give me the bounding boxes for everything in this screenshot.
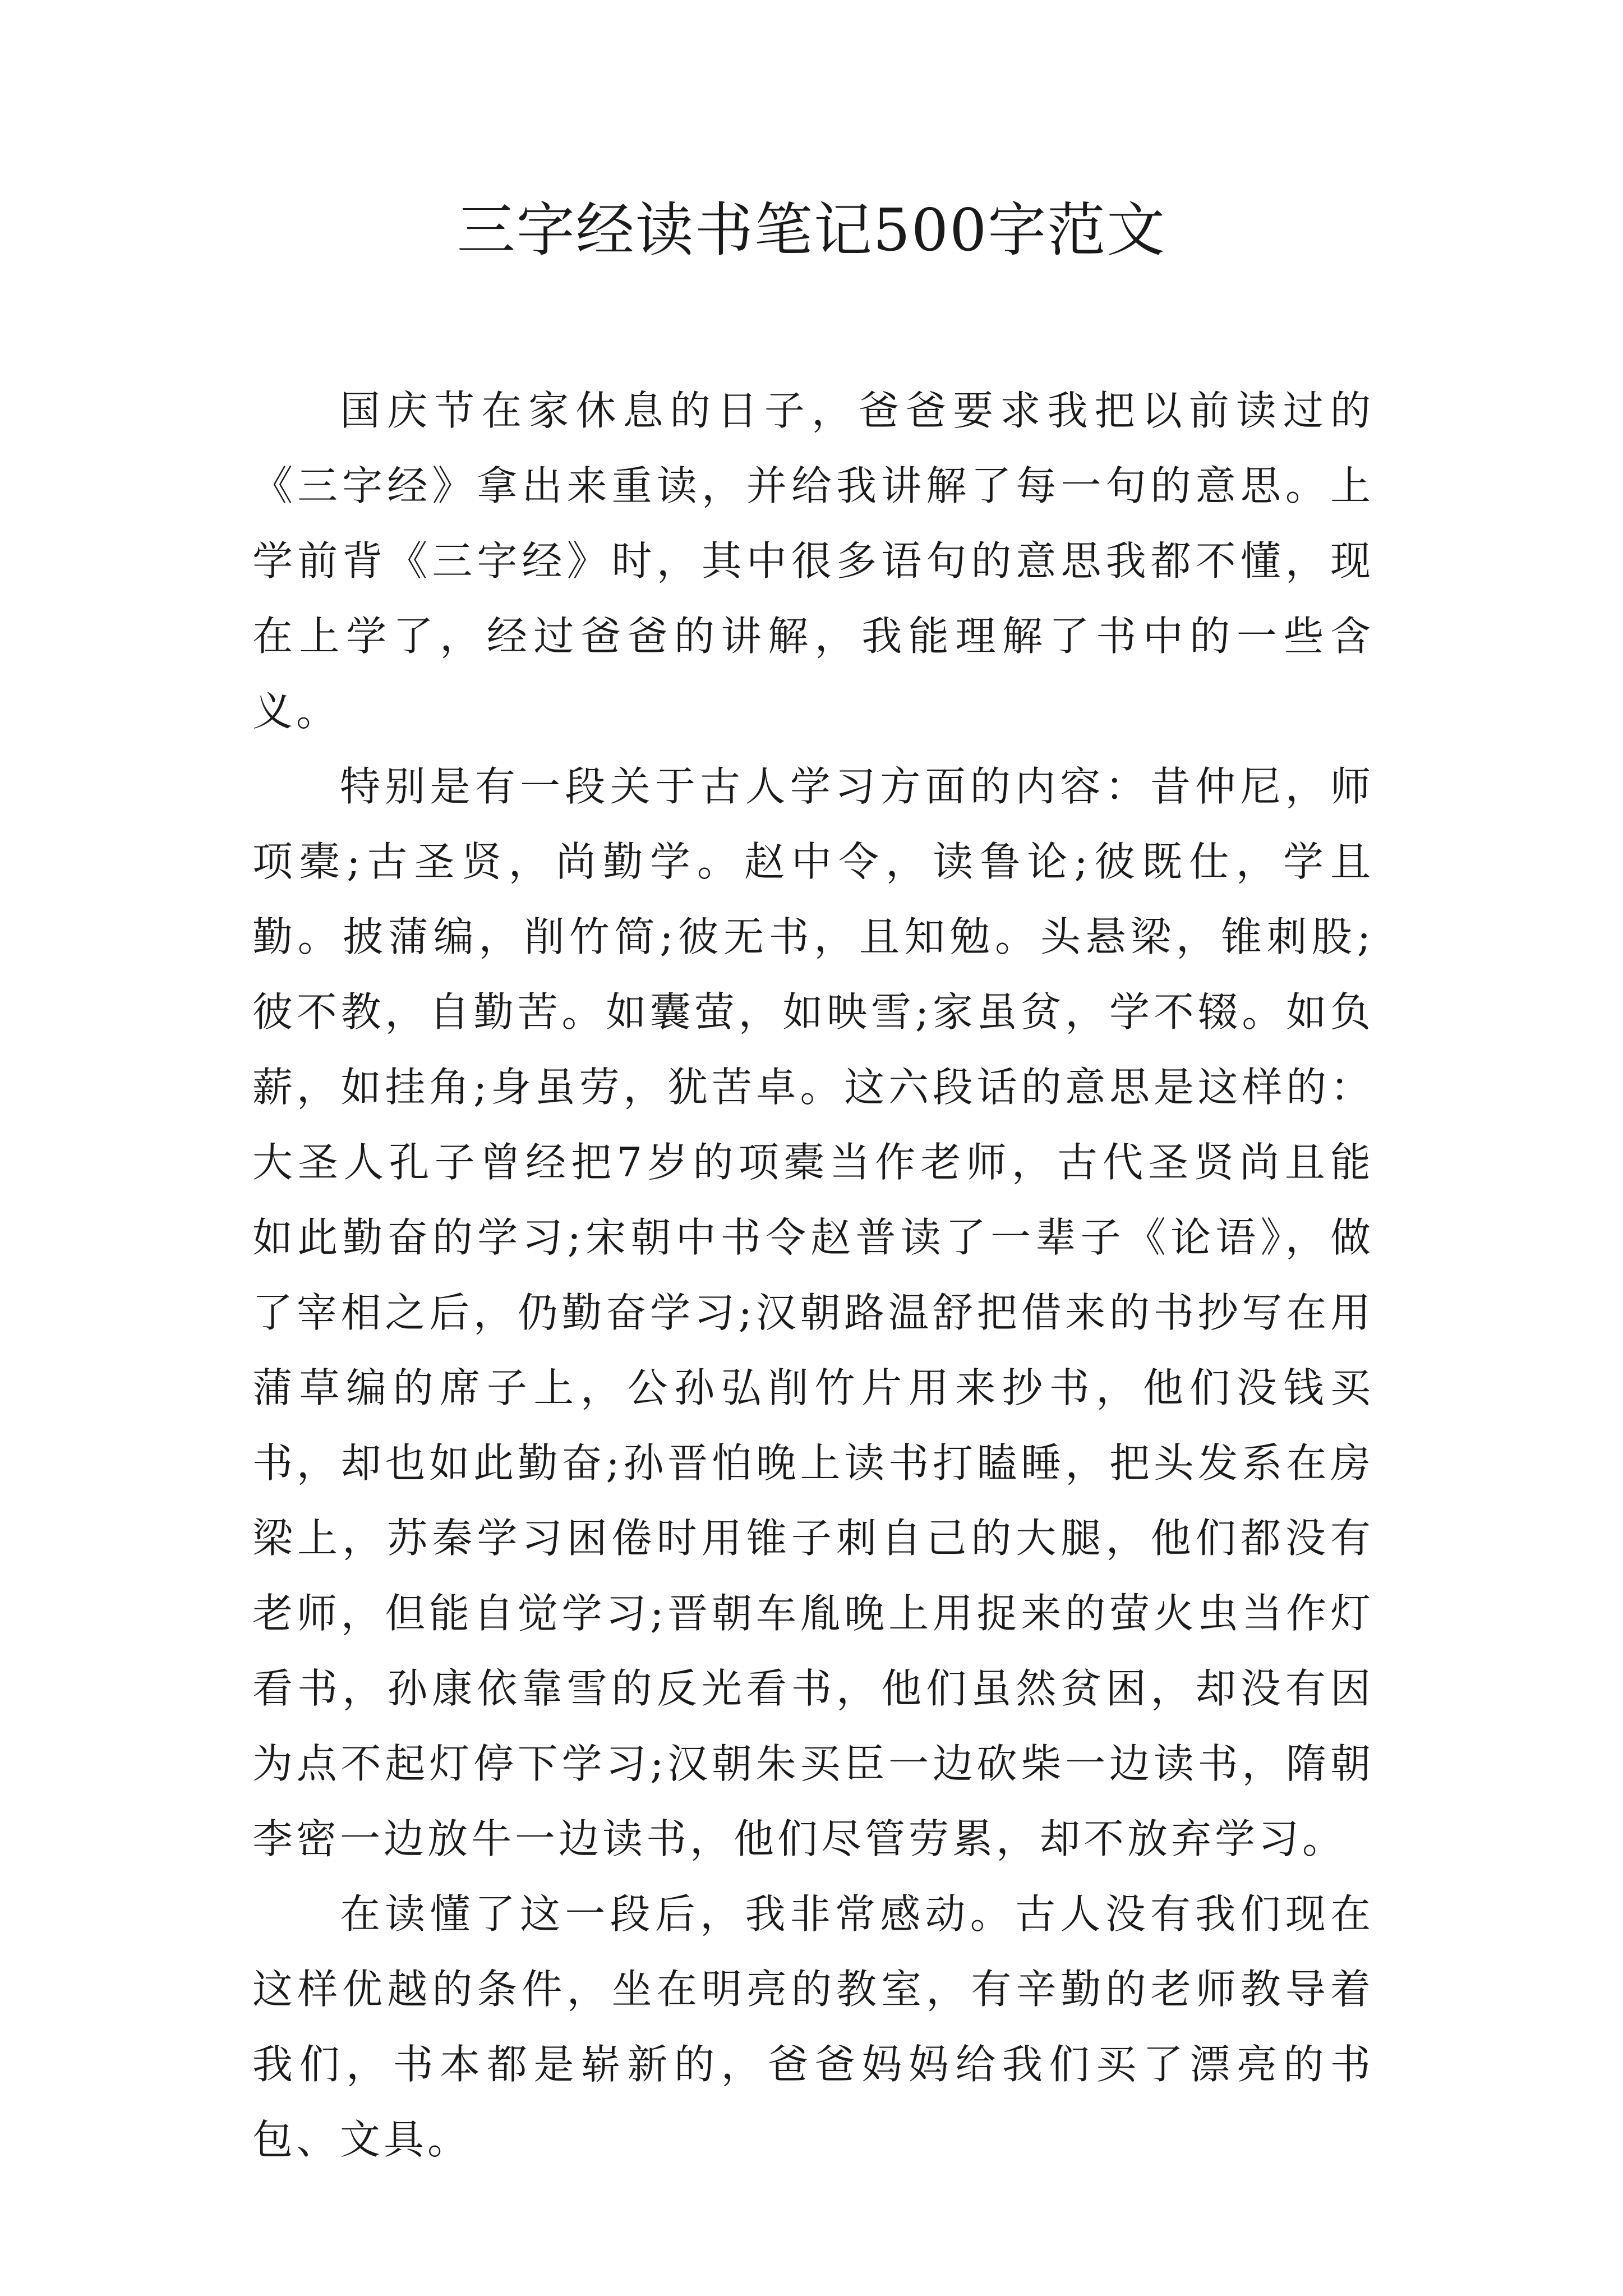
document-body [252, 373, 1374, 2177]
document-title: 三字经读书笔记500字范文 [457, 196, 1166, 264]
paragraph-2: 特别是有一段关于古人学习方面的内容：昔仲尼，师项橐;古圣贤，尚勤学。赵中令，读鲁论;彼既仕，学且勤。披蒲编，削竹简;彼无书，且知勉。头悬梁，锥刺股;彼不教，自勤苦。如囊萤，如映雪;家虽贫，学不辍。如负薪，如挂角;身虽劳，犹苦卓。这六段话的意思是这样的：大圣人孔子曾经把7岁的项橐当作老师，古代圣贤尚且能如此勤奋的学习;宋朝中书令赵普读了一辈子《论语》，做了宰相之后，仍勤奋学习;汉朝路温舒把借来的书抄写在用蒲草编的席子上，公孙弘削竹片用来抄书，他们没钱买书，却也如此勤奋;孙晋怕晚上读书打瞌睡，把头发系在房梁上，苏秦学习困倦时用锥子刺自己的大腿，他们都没有老师，但能自觉学习;晋朝车胤晚上用捉来的萤火虫当作灯看书，孙康依靠雪的反光看书，他们虽然贫困，却没有因为点不起灯停下学习;汉朝朱买臣一边砍柴一边读书，隋朝李密一边放牛一边读书，他们尽管劳累，却不放弃学习。 [252, 763, 1374, 1862]
paragraph-3: 在读懂了这一段后，我非常感动。古人没有我们现在这样优越的条件，坐在明亮的教室，有辛勤的老师教导着我们，书本都是崭新的，爸爸妈妈给我们买了漂亮的书包、文具。 [252, 1890, 1374, 2163]
paragraph-1: 国庆节在家休息的日子，爸爸要求我把以前读过的《三字经》拿出来重读，并给我讲解了每一句的意思。上学前背《三字经》时，其中很多语句的意思我都不懂，现在上学了，经过爸爸的讲解，我能理解了书中的一些含义。 [252, 387, 1374, 735]
